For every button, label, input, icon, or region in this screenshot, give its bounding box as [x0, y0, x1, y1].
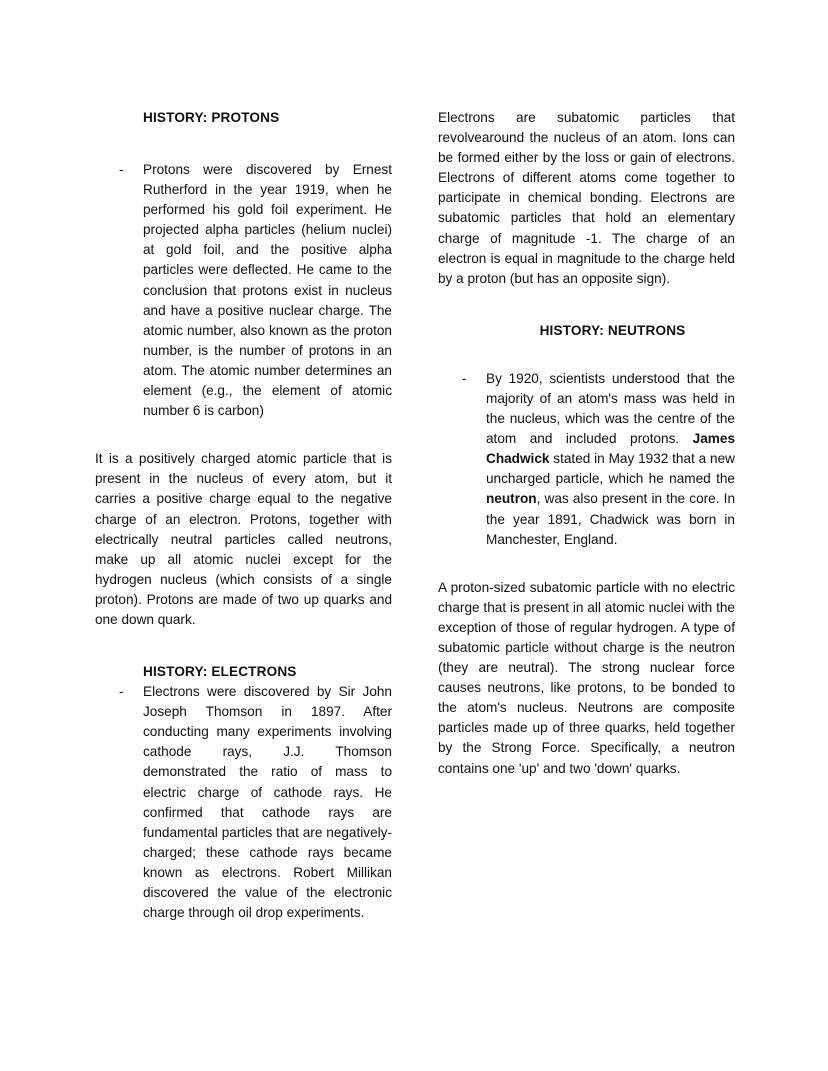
- two-column-layout: [95, 108, 733, 923]
- bullet-dash-icon: -: [462, 370, 467, 386]
- bullet-protons-discovery: [95, 160, 392, 421]
- bullet-dash-icon: -: [119, 162, 124, 177]
- spacer: [95, 421, 392, 449]
- bullet-neutrons-discovery-text: [486, 369, 735, 550]
- spacer: [95, 128, 392, 160]
- spacer: [438, 341, 735, 369]
- paragraph-electron-definition: Electrons are subatomic particles that revolvearound the nucleus of an atom. Ions can be formed either by the loss or gain of electrons. Electrons of different atoms come together to participate in chemical bonding. Electrons are subatomic particles that hold an elementary charge of magnitude -1. The charge of an electron is equal in magnitude to the charge held by a proton (but has an opposite sign).: [438, 110, 735, 286]
- bullet-dash-icon: -: [119, 684, 124, 700]
- bullet-electrons-discovery-text: Electrons were discovered by Sir John Joseph Thomson in 1897. After conducting many experiments involving cathode rays, J.J. Thomson demonstrated the ratio of mass to electric charge of cathode rays. He confirmed that cathode rays are fundamental particles that are negatively-charged; these cathode rays became known as electrons. Robert Millikan discovered the value of the electronic charge through oil drop experiments.: [143, 684, 392, 921]
- paragraph-neutron-definition: A proton-sized subatomic particle with no electric charge that is present in all atomic nuclei with the exception of those of regular hydrogen. A type of subatomic particle without charge is the neutron (they are neutral). The strong nuclear force causes neutrons, like protons, to be bonded to the atom's nucleus. Neutrons are composite particles made up of three quarks, held together by the Strong Force. Specifically, a neutron contains one 'up' and two 'down' quarks.: [438, 579, 735, 776]
- heading-history-neutrons: HISTORY: NEUTRONS: [539, 322, 686, 338]
- body-text: stated in May 1932 that a new uncharged particle, which he named the: [486, 451, 735, 487]
- spacer: [95, 630, 392, 662]
- bullet-protons-discovery-text: Protons were discovered by Ernest Rutherford in the year 1919, when he performed his gold foil experiment. He projected alpha particles (helium nuclei) at gold foil, and the positive alpha particles were deflected. He came to the conclusion that protons exist in nucleus and have a positive nuclear charge. The atomic number, also known as the proton number, is the number of protons in an atom. The atomic number determines an element (e.g., the element of atomic number 6 is carbon): [143, 162, 392, 419]
- emphasis-text: neutron: [486, 491, 537, 507]
- heading-history-electrons: HISTORY: ELECTRONS: [143, 664, 297, 680]
- left-column: [95, 108, 392, 923]
- emphasis-text: James Chadwick: [486, 431, 735, 467]
- spacer: [438, 550, 735, 578]
- bullet-neutrons-discovery: [438, 369, 735, 550]
- right-column: [438, 108, 735, 779]
- body-text: By 1920, scientists understood that the majority of an atom's mass was held in the nucleus, which was the centre of the atom and included protons.: [486, 370, 735, 447]
- heading-history-protons: HISTORY: PROTONS: [143, 110, 280, 125]
- paragraph-proton-definition: It is a positively charged atomic particle that is present in the nucleus of every atom, but it carries a positive charge equal to the negative charge of an electron. Protons, together with electrically neutral particles called neutrons, make up all atomic nuclei except for the hydrogen nucleus (which consists of a single proton). Protons are made of two up quarks and one down quark.: [95, 451, 392, 627]
- body-text: , was also present in the core. In the year 1891, Chadwick was born in Manchester, England.: [486, 491, 735, 547]
- bullet-electrons-discovery: [95, 682, 392, 923]
- spacer: [438, 289, 735, 321]
